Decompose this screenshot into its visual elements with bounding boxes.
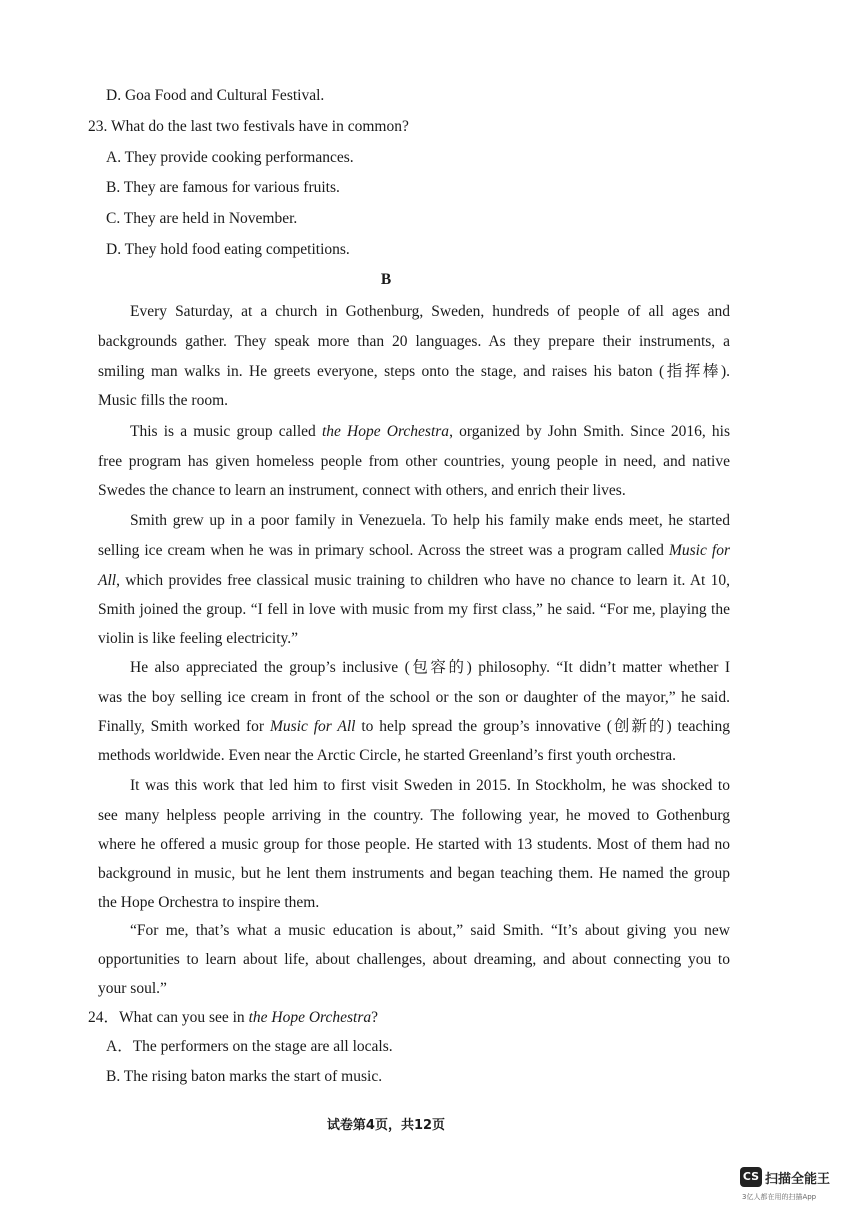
orchestra-name: the Hope Orchestra: [248, 1009, 372, 1026]
passage-line: your soul.”: [98, 980, 167, 997]
q23-option-d: D. They hold food eating competitions.: [106, 241, 350, 258]
passage-line: selling ice cream when he was in primary school. Across the street was a program called Music for: [98, 542, 731, 559]
passage-line: opportunities to learn about life, about challenges, about dreaming, and about connecting you to: [98, 951, 730, 968]
program-name: Music for All: [269, 718, 356, 735]
section-heading: B: [380, 271, 392, 288]
passage-line: free program has given homeless people from other countries, young people in need, and native: [98, 453, 730, 470]
q22-option-d: D. Goa Food and Cultural Festival.: [106, 87, 325, 104]
passage-line: backgrounds gather. They speak more than 20 languages. As they prepare their instruments, a: [98, 333, 730, 350]
passage-line: He also appreciated the group’s inclusive (包容的) philosophy. “It didn’t matter whether I: [130, 659, 730, 676]
q23-question: 23. What do the last two festivals have in common?: [88, 118, 409, 135]
passage-line: where he offered a music group for those people. He started with 13 students. Most of them had no: [98, 836, 730, 853]
q23-option-a: A. They provide cooking performances.: [106, 149, 354, 166]
passage-line: methods worldwide. Even near the Arctic Circle, he started Greenland’s first youth orchestra.: [98, 747, 677, 764]
passage-line: Finally, Smith worked for Music for All to help spread the group’s innovative (创新的) teaching: [98, 718, 730, 735]
scanner-logo-icon: CS: [740, 1167, 762, 1187]
passage-line: Swedes the chance to learn an instrument, connect with others, and enrich their lives.: [98, 482, 626, 499]
q24-option-a: A．The performers on the stage are all locals.: [106, 1038, 393, 1055]
passage-line: “For me, that’s what a music education is about,” said Smith. “It’s about giving you new: [130, 922, 730, 939]
passage-line: was the boy selling ice cream in front of the school or the son or daughter of the mayor,” he said.: [98, 689, 730, 706]
passage-line: Smith joined the group. “I fell in love with music from my first class,” he said. “For me, playing the: [98, 601, 730, 618]
passage-line: All, which provides free classical music training to children who have no chance to learn it. At 10,: [98, 572, 730, 589]
passage-line: the Hope Orchestra to inspire them.: [98, 894, 320, 911]
passage-line: It was this work that led him to first visit Sweden in 2015. In Stockholm, he was shocked to: [130, 777, 730, 794]
passage-line: background in music, but he lent them instruments and began teaching them. He named the group: [98, 865, 730, 882]
q23-option-b: B. They are famous for various fruits.: [106, 179, 340, 196]
q23-option-c: C. They are held in November.: [106, 210, 298, 227]
passage-line: Every Saturday, at a church in Gothenburg, Sweden, hundreds of people of all ages and: [130, 303, 730, 320]
q24-option-b: B. The rising baton marks the start of music.: [106, 1068, 383, 1085]
program-name: All: [98, 572, 117, 589]
passage-line: This is a music group called the Hope Orchestra, organized by John Smith. Since 2016, his: [130, 423, 730, 440]
passage-line: smiling man walks in. He greets everyone, steps onto the stage, and raises his baton (指挥棒).: [98, 363, 730, 380]
passage-line: Music fills the room.: [98, 392, 229, 409]
q24-question: 24．What can you see in the Hope Orchestra?: [88, 1009, 378, 1026]
scanner-app-name: 扫描全能王: [765, 1172, 831, 1187]
orchestra-name: the Hope Orchestra: [321, 423, 450, 440]
passage-line: see many helpless people arriving in the country. The following year, he moved to Gothenburg: [98, 807, 730, 824]
passage-line: Smith grew up in a poor family in Venezuela. To help his family make ends meet, he started: [130, 512, 730, 529]
page-footer: 试卷第4页，共12页: [326, 1118, 446, 1133]
passage-line: violin is like feeling electricity.”: [98, 630, 298, 647]
scanner-watermark: [740, 1167, 850, 1207]
program-name: Music for: [668, 542, 731, 559]
scanner-tagline: 3亿人都在用的扫描App: [742, 1193, 817, 1201]
